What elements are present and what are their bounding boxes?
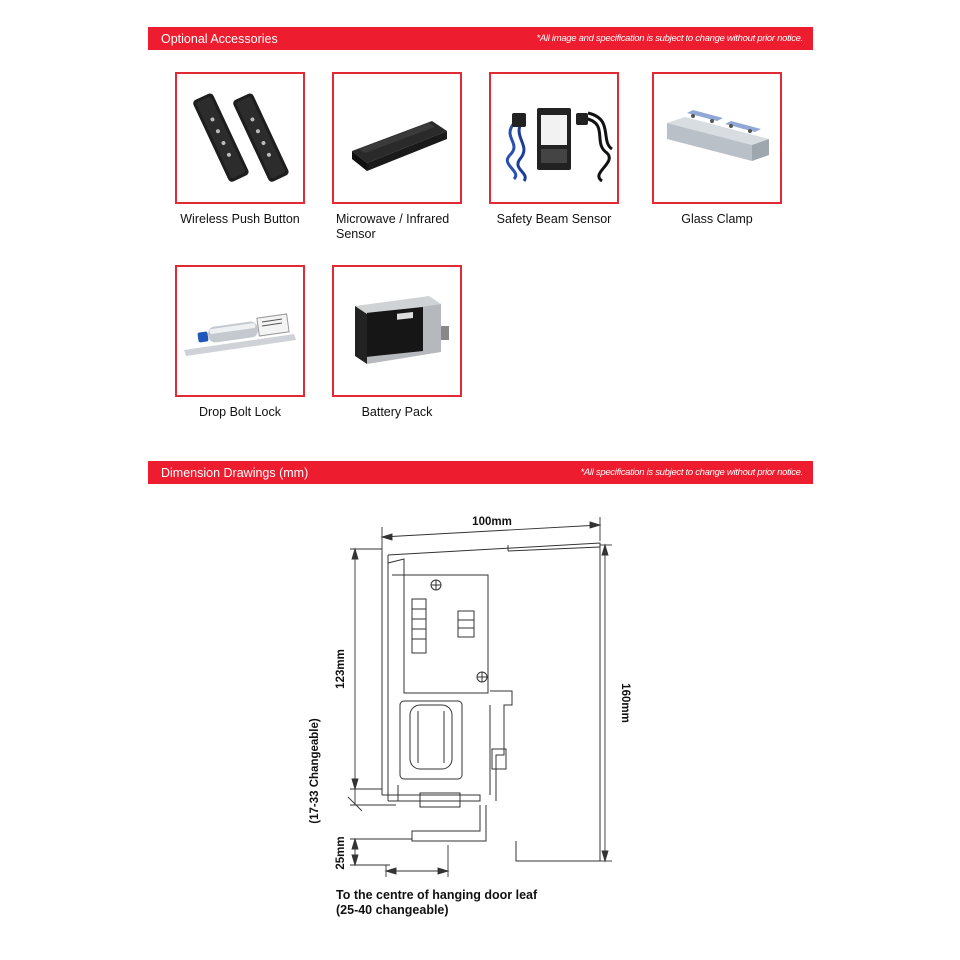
accessory-label: Safety Beam Sensor (496, 212, 612, 226)
safety-beam-sensor-icon (492, 83, 616, 193)
accessory-label: Battery Pack (361, 405, 433, 419)
caption-line-1: To the centre of hanging door leaf (336, 888, 538, 902)
accessory-card (652, 72, 784, 227)
drawing-caption (336, 888, 537, 918)
changeable-dimension-label: (17-33 Changeable) (309, 718, 321, 824)
accessory-card (332, 72, 464, 242)
accessory-label: Drop Bolt Lock (199, 405, 281, 419)
battery-pack-icon (337, 276, 457, 386)
caption-line-2: (25-40 changeable) (336, 903, 449, 917)
dimensions-title: Dimension Drawings (mm) (161, 465, 309, 480)
accessory-label: Glass Clamp (681, 212, 753, 226)
lower-dimension-label: 25mm (335, 836, 347, 870)
accessory-card (489, 72, 621, 227)
accessory-label: Wireless Push Button (180, 212, 300, 226)
accessory-image-frame (489, 72, 619, 204)
dimensions-banner (148, 461, 813, 484)
dimension-drawing (300, 505, 640, 885)
accessory-card (175, 72, 307, 227)
accessory-label: Microwave / Infrared Sensor (336, 212, 450, 241)
accessory-card (332, 265, 464, 420)
accessory-card (175, 265, 307, 420)
width-dimension-label: 100mm (472, 516, 512, 528)
drop-bolt-lock-icon (178, 276, 302, 386)
dimensions-note: *All specification is subject to change without prior notice. (580, 467, 803, 478)
accessory-image-frame (332, 265, 462, 397)
accessory-image-frame (175, 265, 305, 397)
accessory-image-frame (175, 72, 305, 204)
wireless-push-button-icon (180, 83, 300, 193)
height-dimension-label: 160mm (619, 683, 631, 723)
accessories-banner (148, 27, 813, 50)
microwave-sensor-icon (337, 83, 457, 193)
glass-clamp-icon (657, 83, 777, 193)
accessories-note: *All image and specification is subject to change without prior notice. (536, 33, 803, 44)
accessories-title: Optional Accessories (161, 31, 278, 46)
accessory-image-frame (332, 72, 462, 204)
accessory-image-frame (652, 72, 782, 204)
upper-dimension-label: 123mm (335, 649, 347, 689)
